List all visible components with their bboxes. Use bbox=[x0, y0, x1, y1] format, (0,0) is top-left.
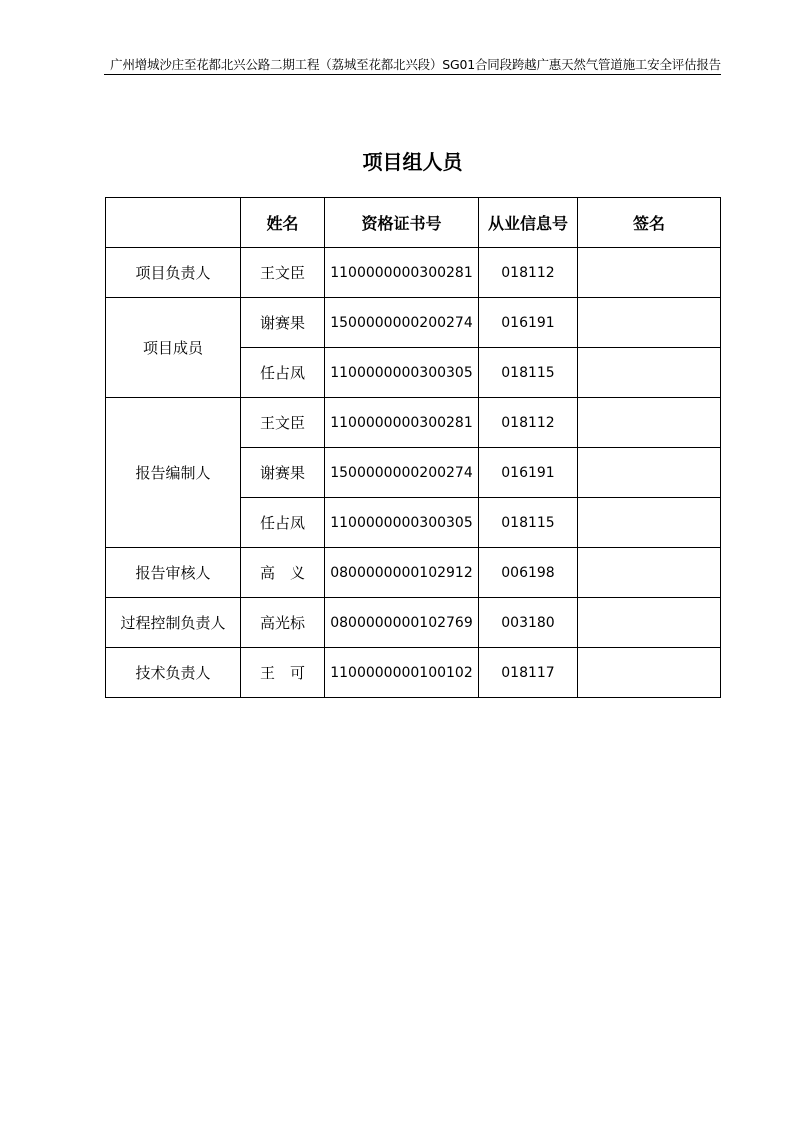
cert-cell: 1500000000200274 bbox=[325, 298, 479, 348]
table-row bbox=[106, 248, 721, 298]
info-cell: 016191 bbox=[479, 298, 578, 348]
header-info: 从业信息号 bbox=[479, 198, 578, 248]
cert-cell: 1100000000100102 bbox=[325, 648, 479, 698]
name-cell: 高光标 bbox=[241, 598, 325, 648]
sign-cell[interactable] bbox=[578, 248, 721, 298]
page-header: 广州增城沙庄至花都北兴公路二期工程（荔城至花都北兴段）SG01合同段跨越广惠天然气管道施工安全评估报告 bbox=[110, 57, 721, 72]
header-name: 姓名 bbox=[241, 198, 325, 248]
sign-cell[interactable] bbox=[578, 398, 721, 448]
role-cell: 报告编制人 bbox=[106, 398, 241, 548]
cert-cell: 0800000000102912 bbox=[325, 548, 479, 598]
cert-cell: 1100000000300305 bbox=[325, 348, 479, 398]
header-rule bbox=[104, 74, 721, 75]
sign-cell[interactable] bbox=[578, 498, 721, 548]
cert-cell: 1500000000200274 bbox=[325, 448, 479, 498]
role-cell: 项目成员 bbox=[106, 298, 241, 398]
staff-table bbox=[105, 197, 721, 698]
name-cell: 任占凤 bbox=[241, 348, 325, 398]
table-row bbox=[106, 298, 721, 348]
name-cell: 王文臣 bbox=[241, 398, 325, 448]
sign-cell[interactable] bbox=[578, 548, 721, 598]
info-cell: 016191 bbox=[479, 448, 578, 498]
role-cell: 技术负责人 bbox=[106, 648, 241, 698]
info-cell: 018115 bbox=[479, 498, 578, 548]
cert-cell: 1100000000300305 bbox=[325, 498, 479, 548]
name-cell: 王文臣 bbox=[241, 248, 325, 298]
sign-cell[interactable] bbox=[578, 348, 721, 398]
table-row bbox=[106, 648, 721, 698]
cert-cell: 1100000000300281 bbox=[325, 398, 479, 448]
name-cell: 谢赛果 bbox=[241, 448, 325, 498]
sign-cell[interactable] bbox=[578, 298, 721, 348]
table-row bbox=[106, 598, 721, 648]
role-cell: 报告审核人 bbox=[106, 548, 241, 598]
cert-cell: 1100000000300281 bbox=[325, 248, 479, 298]
role-cell: 过程控制负责人 bbox=[106, 598, 241, 648]
table-row bbox=[106, 398, 721, 448]
role-cell: 项目负责人 bbox=[106, 248, 241, 298]
page-title: 项目组人员 bbox=[362, 150, 463, 174]
sign-cell[interactable] bbox=[578, 648, 721, 698]
info-cell: 018112 bbox=[479, 248, 578, 298]
header-sign: 签名 bbox=[578, 198, 721, 248]
name-cell: 高 义 bbox=[241, 548, 325, 598]
info-cell: 003180 bbox=[479, 598, 578, 648]
info-cell: 018117 bbox=[479, 648, 578, 698]
sign-cell[interactable] bbox=[578, 598, 721, 648]
info-cell: 006198 bbox=[479, 548, 578, 598]
header-role bbox=[106, 198, 241, 248]
name-cell: 王 可 bbox=[241, 648, 325, 698]
table-row bbox=[106, 548, 721, 598]
info-cell: 018115 bbox=[479, 348, 578, 398]
cert-cell: 0800000000102769 bbox=[325, 598, 479, 648]
table-header-row bbox=[106, 198, 721, 248]
name-cell: 任占凤 bbox=[241, 498, 325, 548]
info-cell: 018112 bbox=[479, 398, 578, 448]
name-cell: 谢赛果 bbox=[241, 298, 325, 348]
header-cert: 资格证书号 bbox=[325, 198, 479, 248]
sign-cell[interactable] bbox=[578, 448, 721, 498]
